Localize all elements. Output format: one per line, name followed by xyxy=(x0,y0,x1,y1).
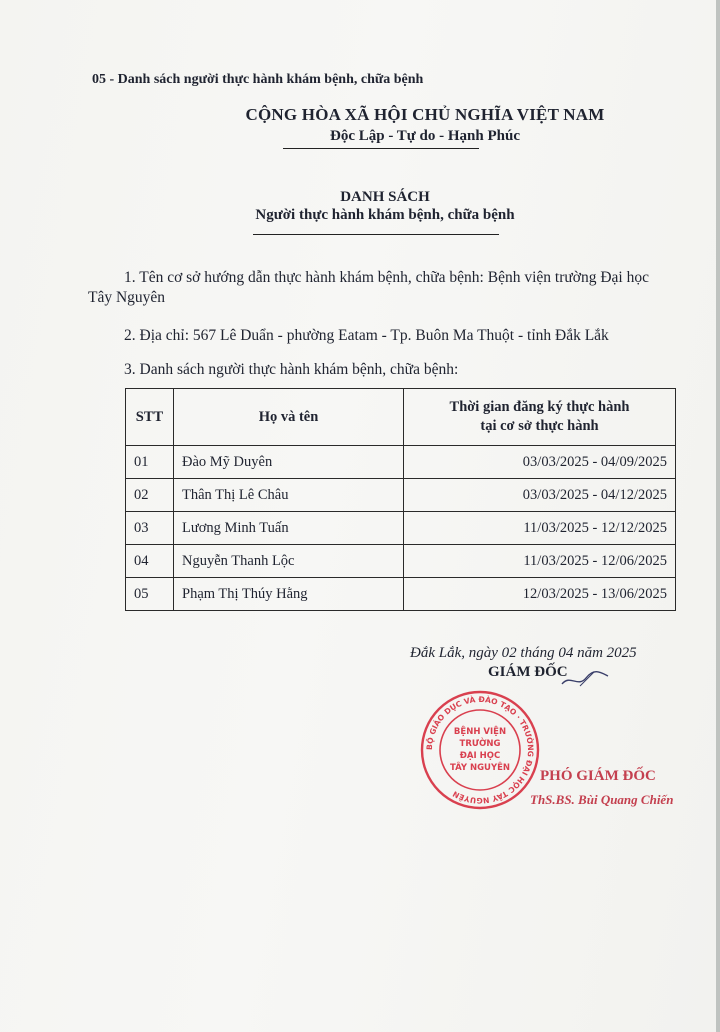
page-edge xyxy=(716,0,720,1032)
seal-inner-line2: TRƯỜNG xyxy=(459,739,501,749)
header-period xyxy=(404,389,676,446)
official-seal xyxy=(418,688,542,812)
row-name: Đào Mỹ Duyên xyxy=(174,446,404,479)
row-stt: 03 xyxy=(126,512,174,545)
national-motto: Độc Lập - Tự do - Hạnh Phúc xyxy=(329,128,520,144)
table-row xyxy=(126,545,676,578)
list-intro-item: 3. Danh sách người thực hành khám bệnh, chữa bệnh: xyxy=(124,361,459,378)
seal-inner-line3: ĐẠI HỌC xyxy=(459,751,501,761)
list-subtitle: Người thực hành khám bệnh, chữa bệnh xyxy=(255,207,515,223)
seal-inner-line4: TÂY NGUYÊN xyxy=(449,763,511,773)
facility-name-item: 1. Tên cơ sở hướng dẫn thực hành khám bệnh, chữa bệnh: Bệnh viện trường Đại học Tây Nguyên xyxy=(88,269,649,306)
seal-inner-line1: BỆNH VIỆN xyxy=(453,727,507,737)
director-title: GIÁM ĐỐC xyxy=(488,664,568,680)
row-period: 11/03/2025 - 12/12/2025 xyxy=(404,512,676,545)
row-stt: 04 xyxy=(126,545,174,578)
row-name: Thân Thị Lê Châu xyxy=(174,479,404,512)
row-period: 11/03/2025 - 12/06/2025 xyxy=(404,545,676,578)
row-name: Nguyễn Thanh Lộc xyxy=(174,545,404,578)
table-row xyxy=(126,446,676,479)
header-stt: STT xyxy=(126,389,174,446)
practitioner-table xyxy=(125,388,676,611)
motto-underline xyxy=(283,148,479,149)
list-title: DANH SÁCH xyxy=(340,189,430,205)
table-row xyxy=(126,479,676,512)
row-stt: 05 xyxy=(126,578,174,611)
header-period-line2: tại cơ sở thực hành xyxy=(480,418,599,434)
table-row xyxy=(126,512,676,545)
address-item: 2. Địa chỉ: 567 Lê Duẩn - phường Eatam - Tp. Buôn Ma Thuột - tỉnh Đắk Lắk xyxy=(124,327,609,344)
header-name: Họ và tên xyxy=(174,389,404,446)
subtitle-underline xyxy=(253,234,499,235)
row-stt: 02 xyxy=(126,479,174,512)
table-row xyxy=(126,578,676,611)
row-name: Phạm Thị Thúy Hằng xyxy=(174,578,404,611)
row-period: 03/03/2025 - 04/12/2025 xyxy=(404,479,676,512)
header-period-line1: Thời gian đăng ký thực hành xyxy=(449,399,630,415)
row-period: 12/03/2025 - 13/06/2025 xyxy=(404,578,676,611)
national-title: CỘNG HÒA XÃ HỘI CHỦ NGHĨA VIỆT NAM xyxy=(245,105,605,124)
form-code: 05 - Danh sách người thực hành khám bệnh, chữa bệnh xyxy=(92,72,424,87)
seal-outer-text: BỘ GIÁO DỤC VÀ ĐÀO TẠO · TRƯỜNG ĐẠI HỌC TÂY NGUYÊN xyxy=(424,694,536,806)
row-period: 03/03/2025 - 04/09/2025 xyxy=(404,446,676,479)
row-stt: 01 xyxy=(126,446,174,479)
deputy-director-name: ThS.BS. Bùi Quang Chiến xyxy=(530,792,674,807)
signing-date: Đắk Lắk, ngày 02 tháng 04 năm 2025 xyxy=(410,645,637,661)
row-name: Lương Minh Tuấn xyxy=(174,512,404,545)
deputy-director-title: PHÓ GIÁM ĐỐC xyxy=(540,768,656,784)
table-header-row xyxy=(126,389,676,446)
signature-flourish xyxy=(560,668,610,690)
